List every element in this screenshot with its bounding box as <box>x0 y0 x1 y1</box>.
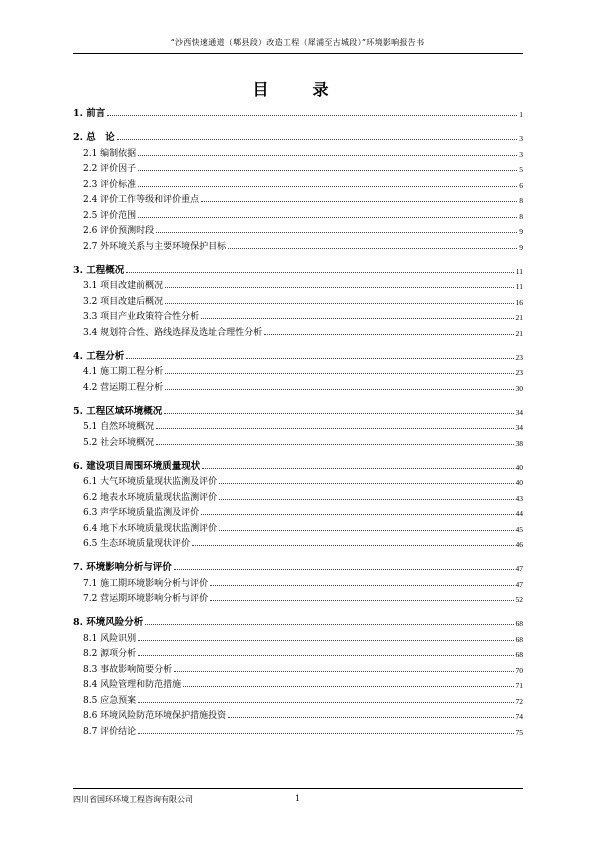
toc-page-number: 68 <box>515 619 523 628</box>
dot-leader <box>165 373 513 374</box>
dot-leader <box>138 170 517 171</box>
toc-entry-label: 6.1 大气环境质量现状监测及评价 <box>83 477 218 487</box>
toc-entry-label: 2.3 评价标准 <box>83 179 137 190</box>
toc-section-entry[interactable] <box>73 518 523 534</box>
dot-leader <box>210 585 513 586</box>
toc-page-number: 75 <box>515 727 523 737</box>
dot-leader <box>138 217 517 218</box>
dot-leader <box>145 624 513 625</box>
toc-page-number: 47 <box>515 579 523 589</box>
toc-entry-label: 4. 工程分析 <box>73 350 125 362</box>
toc-entry-label: 2.6 评价预测时段 <box>83 226 155 236</box>
dot-leader <box>210 600 513 601</box>
toc-section-entry[interactable] <box>73 644 523 660</box>
toc-chapter-entry[interactable] <box>73 123 523 143</box>
toc-entry-label: 5. 工程区域环境概况 <box>73 405 163 417</box>
dot-leader <box>138 702 513 703</box>
dot-leader <box>264 334 513 335</box>
toc-page-number: 11 <box>515 266 523 276</box>
toc-page-number: 11 <box>515 282 523 291</box>
dot-leader <box>165 389 513 390</box>
toc-page-number: 38 <box>515 438 523 448</box>
toc-section-entry[interactable] <box>73 503 523 519</box>
toc-entry-label: 6.4 地下水环境质量现状监测评价 <box>83 523 218 534</box>
toc-entry-label: 2.4 评价工作等级和评价重点 <box>83 195 200 205</box>
toc-page-number: 70 <box>515 665 523 675</box>
toc-entry-label: 3.3 项目产业政策符合性分析 <box>83 312 200 322</box>
footer-rule <box>73 788 523 789</box>
toc-entry-label: 2.1 编制依据 <box>83 148 137 159</box>
toc-section-entry[interactable] <box>73 675 523 691</box>
toc-entry-label: 8.6 环境风险防范环境保护措施投资 <box>83 711 227 721</box>
toc-page-number: 74 <box>515 712 523 721</box>
toc-entry-label: 5.2 社会环境概况 <box>83 437 155 448</box>
toc-section-entry[interactable] <box>73 628 523 644</box>
toc-entry-label: 8. 环境风险分析 <box>73 617 144 628</box>
dot-leader <box>174 671 513 672</box>
dot-leader <box>183 686 513 687</box>
toc-section-entry[interactable] <box>73 534 523 550</box>
dot-leader <box>126 358 513 359</box>
toc-section-entry[interactable] <box>73 276 523 292</box>
toc-page-number: 3 <box>519 134 523 143</box>
dot-leader <box>138 640 513 641</box>
toc-entry-label: 8.1 风险识别 <box>83 633 137 644</box>
toc-page-number: 43 <box>515 493 523 503</box>
toc-section-entry[interactable] <box>73 487 523 503</box>
toc-page-number: 68 <box>515 634 523 644</box>
dot-leader <box>201 318 513 319</box>
toc-entry-label: 2.2 评价因子 <box>83 164 137 174</box>
footer-company: 四川省国环环境工程咨询有限公司 <box>73 795 193 804</box>
dot-leader <box>164 413 513 414</box>
toc-page-number: 44 <box>515 509 523 518</box>
dot-leader <box>228 717 513 718</box>
toc-section-entry[interactable] <box>73 377 523 393</box>
toc-entry-label: 4.1 施工期工程分析 <box>83 367 164 377</box>
toc-section-entry[interactable] <box>73 573 523 589</box>
dot-leader <box>138 733 513 734</box>
toc-page-number: 21 <box>515 328 523 338</box>
toc-page-number: 23 <box>515 368 523 377</box>
toc-chapter-entry[interactable] <box>73 342 523 362</box>
toc-entry-label: 7.1 施工期环境影响分析与评价 <box>83 578 209 589</box>
toc-entry-label: 7. 环境影响分析与评价 <box>73 562 172 573</box>
toc-entry-label: 6.2 地表水环境质量现状监测评价 <box>83 492 218 503</box>
toc-page-number: 1 <box>519 110 523 119</box>
dot-leader <box>192 545 513 546</box>
toc-section-entry[interactable] <box>73 362 523 378</box>
toc-page-number: 23 <box>515 352 523 362</box>
dot-leader <box>228 248 517 249</box>
toc-section-entry[interactable] <box>73 659 523 675</box>
toc-page-number: 5 <box>519 165 523 174</box>
toc-page-number: 9 <box>519 227 523 236</box>
toc-entry-label: 2.5 评价范围 <box>83 210 137 221</box>
toc-page-number: 3 <box>519 149 523 159</box>
toc-page-number: 40 <box>515 478 523 487</box>
dot-leader <box>138 155 517 156</box>
toc-page-number: 9 <box>519 242 523 252</box>
toc-page-number: 68 <box>515 650 523 659</box>
toc-page-number: 72 <box>515 696 523 706</box>
toc-section-entry[interactable] <box>73 690 523 706</box>
toc-page-number: 52 <box>515 595 523 604</box>
toc-section-entry[interactable] <box>73 307 523 323</box>
dot-leader <box>156 428 513 429</box>
toc-section-entry[interactable] <box>73 322 523 338</box>
toc-page-number: 21 <box>515 313 523 322</box>
toc-page-number: 40 <box>515 462 523 472</box>
toc-section-entry[interactable] <box>73 205 523 221</box>
toc-entry-label: 2.7 外环境关系与主要环境保护目标 <box>83 241 227 252</box>
toc-chapter-entry[interactable] <box>73 397 523 417</box>
toc-section-entry[interactable] <box>73 721 523 737</box>
toc-chapter-entry[interactable] <box>73 553 523 573</box>
dot-leader <box>107 115 517 116</box>
toc-page-number: 30 <box>515 383 523 393</box>
toc-entry-label: 1. 前言 <box>73 108 106 119</box>
running-header: “沙西快速通道（郫县段）改造工程（犀浦至古城段）”环境影响报告书 <box>170 38 425 47</box>
toc-section-entry[interactable] <box>73 432 523 448</box>
toc-entry-label: 6. 建设项目周围环境质量现状 <box>73 460 201 472</box>
dot-leader <box>138 186 517 187</box>
toc-entry-label: 3. 工程概况 <box>73 264 125 276</box>
toc-entry-label: 8.5 应急预案 <box>83 695 137 706</box>
toc-page-number: 8 <box>519 211 523 221</box>
toc-page-number: 16 <box>515 297 523 307</box>
dot-leader <box>117 139 518 140</box>
toc-section-entry[interactable] <box>73 159 523 175</box>
toc-page-number: 47 <box>515 564 523 573</box>
toc-entry-label: 3.4 规划符合性、路线选择及选址合理性分析 <box>83 327 263 338</box>
toc-entry-label: 5.1 自然环境概况 <box>83 422 155 432</box>
dot-leader <box>165 287 514 288</box>
toc-entry-label: 7.2 营运期环境影响分析与评价 <box>83 594 209 604</box>
dot-leader <box>219 483 513 484</box>
dot-leader <box>201 201 517 202</box>
dot-leader <box>174 569 514 570</box>
header-rule <box>73 53 523 54</box>
dot-leader <box>156 444 513 445</box>
toc-entry-label: 8.4 风险管理和防范措施 <box>83 680 182 690</box>
toc-entry-label: 6.3 声学环境质量监测及评价 <box>83 508 200 518</box>
toc-entry-label: 2. 总 论 <box>73 132 115 143</box>
dot-leader <box>138 655 513 656</box>
dot-leader <box>219 499 513 500</box>
dot-leader <box>156 232 517 233</box>
toc-chapter-entry[interactable] <box>73 256 523 276</box>
toc-section-entry[interactable] <box>73 236 523 252</box>
toc-title: 目 录 <box>252 80 343 99</box>
toc-section-entry[interactable] <box>73 221 523 237</box>
toc-page-number: 34 <box>515 407 523 417</box>
dot-leader <box>165 303 513 304</box>
toc-entry-label: 8.7 评价结论 <box>83 726 137 737</box>
toc-section-entry[interactable] <box>73 589 523 605</box>
toc-entry-label: 6.5 生态环境质量现状评价 <box>83 539 191 549</box>
toc-section-entry[interactable] <box>73 472 523 488</box>
toc-section-entry[interactable] <box>73 417 523 433</box>
footer-page-number: 1 <box>294 794 301 803</box>
toc-entry-label: 8.3 事故影响简要分析 <box>83 664 173 675</box>
toc-section-entry[interactable] <box>73 291 523 307</box>
toc-section-entry[interactable] <box>73 706 523 722</box>
toc-page-number: 46 <box>515 540 523 549</box>
dot-leader <box>126 272 514 273</box>
dot-leader <box>202 468 513 469</box>
toc-chapter-entry[interactable] <box>73 99 523 119</box>
toc-page-number: 8 <box>519 196 523 205</box>
toc-section-entry[interactable] <box>73 190 523 206</box>
toc-entry-label: 3.2 项目改建后概况 <box>83 296 164 307</box>
toc-chapter-entry[interactable] <box>73 452 523 472</box>
toc-page-number: 6 <box>519 180 523 190</box>
toc-page-number: 45 <box>515 524 523 534</box>
toc-entry-label: 8.2 源项分析 <box>83 649 137 659</box>
table-of-contents <box>73 95 523 737</box>
toc-chapter-entry[interactable] <box>73 608 523 628</box>
dot-leader <box>219 530 513 531</box>
toc-page-number: 71 <box>515 681 523 690</box>
toc-section-entry[interactable] <box>73 174 523 190</box>
toc-section-entry[interactable] <box>73 143 523 159</box>
dot-leader <box>201 514 513 515</box>
toc-page-number: 34 <box>515 423 523 432</box>
toc-entry-label: 4.2 营运期工程分析 <box>83 382 164 393</box>
toc-entry-label: 3.1 项目改建前概况 <box>83 281 164 291</box>
